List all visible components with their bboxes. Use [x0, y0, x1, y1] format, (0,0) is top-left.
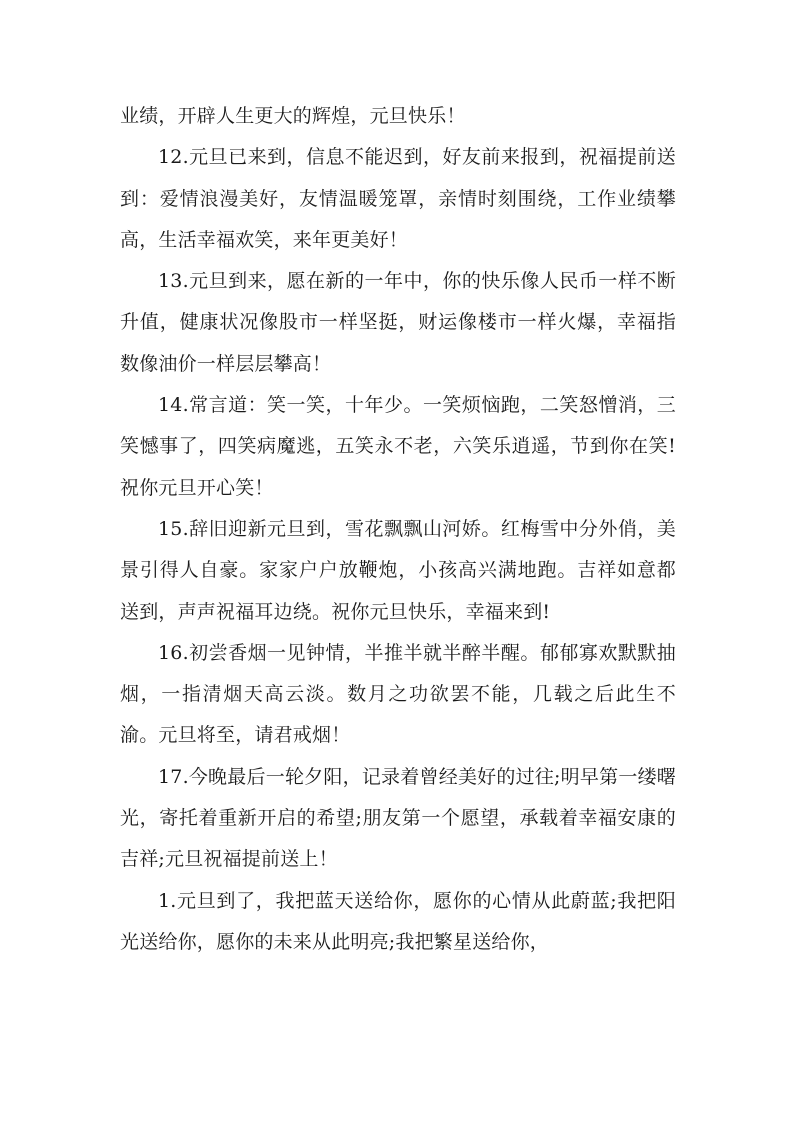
- paragraph-item-13: 13.元旦到来，愿在新的一年中，你的快乐像人民币一样不断升值，健康状况像股市一样坚挺，财运像楼市一样火爆，幸福指数像油价一样层层攀高！: [120, 270, 676, 375]
- paragraph-item-15: 15.辞旧迎新元旦到，雪花飘飘山河娇。红梅雪中分外俏，美景引得人自豪。家家户户放鞭炮，小孩高兴满地跑。吉祥如意都送到，声声祝福耳边绕。祝你元旦快乐，幸福来到!: [120, 517, 676, 623]
- paragraph-item-14: 14.常言道：笑一笑，十年少。一笑烦恼跑，二笑怒憎消，三笑憾事了，四笑病魔逃，五笑永不老，六笑乐逍遥，节到你在笑!祝你元旦开心笑！: [120, 394, 676, 499]
- document-body: [120, 96, 676, 963]
- paragraph-continuation: 业绩，开辟人生更大的辉煌，元旦快乐！: [120, 105, 466, 127]
- paragraph-item-16: 16.初尝香烟一见钟情，半推半就半醉半醒。郁郁寡欢默默抽烟，一指清烟天高云淡。数月之功欲罢不能，几载之后此生不渝。元旦将至，请君戒烟！: [120, 641, 676, 747]
- paragraph-item-1: 1.元旦到了，我把蓝天送给你，愿你的心情从此蔚蓝;我把阳光送给你，愿你的未来从此明亮;我把繁星送给你，: [120, 889, 676, 953]
- paragraph-item-12: 12.元旦已来到，信息不能迟到，好友前来报到，祝福提前送到：爱情浪漫美好，友情温暖笼罩，亲情时刻围绕，工作业绩攀高，生活幸福欢笑，来年更美好！: [120, 146, 676, 251]
- paragraph-item-17: 17.今晚最后一轮夕阳，记录着曾经美好的过往;明早第一缕曙光，寄托着重新开启的希望;朋友第一个愿望，承载着幸福安康的吉祥;元旦祝福提前送上！: [120, 765, 676, 871]
